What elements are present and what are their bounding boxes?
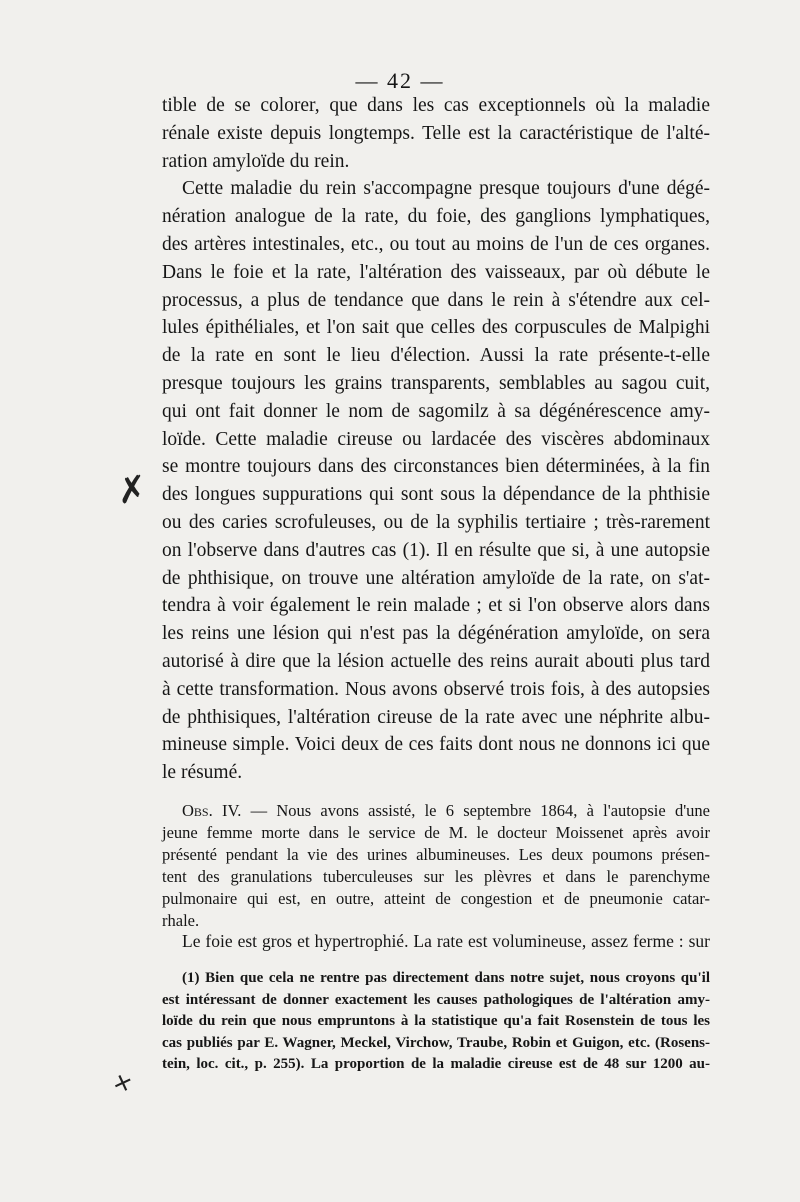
text-line: de phthisiques, l'altération cireuse de la rate avec une néphrite albu-: [162, 706, 710, 728]
text-line: nération analogue de la rate, du foie, des ganglions lymphatiques,: [162, 206, 710, 228]
text-line: loïde. Cette maladie cireuse ou lardacée des viscères abdominaux: [162, 428, 710, 450]
observation-first-line: [162, 800, 710, 822]
footnote: [162, 968, 710, 1076]
footnote-line: est intéressant de donner exactement les causes pathologiques de l'altération amy-: [162, 991, 710, 1008]
footnote-line: (1) Bien que cela ne rentre pas directement dans notre sujet, nous croyons qu'il: [182, 970, 710, 986]
text-line: tendra à voir également le rein malade ; et si l'on observe alors dans: [162, 595, 710, 617]
observation-line: rhale.: [162, 911, 200, 930]
observation-line: tent des granulations tuberculeuses sur les plèvres et dans le parenchyme: [162, 867, 710, 886]
text-line: processus, a plus de tendance que dans le rein à s'étendre aux cel-: [162, 289, 710, 311]
footnote-line: tein, loc. cit., p. 255). La proportion de la maladie cireuse est de 48 sur 1200 au-: [162, 1056, 710, 1072]
text-line: Dans le foie et la rate, l'altération des vaisseaux, par où débute le: [162, 261, 710, 283]
observation-label: Obs. IV.: [182, 801, 242, 820]
text-line: ou des caries scrofuleuses, ou de la syphilis tertiaire ; très-rarement: [162, 511, 710, 533]
observation-block: [162, 800, 710, 932]
text-line: à cette transformation. Nous avons observé trois fois, à des autopsies: [162, 678, 710, 700]
text-line: le résumé.: [162, 762, 243, 784]
text-line: ration amyloïde du rein.: [162, 150, 350, 172]
text-line: presque toujours les grains transparents, semblables au sagou cuit,: [162, 372, 710, 394]
footnote-line: loïde du rein que nous empruntons à la statistique qu'a fait Rosenstein de tous les: [162, 1013, 710, 1029]
observation-paragraph-2: [162, 930, 710, 952]
text-line: qui ont fait donner le nom de sagomilz à sa dégénérescence amy-: [162, 400, 710, 422]
text-line: de phthisique, on trouve une altération amyloïde de la rate, on s'at-: [162, 567, 710, 589]
observation-line: pulmonaire qui est, en outre, atteint de congestion et de pneumonie catar-: [162, 889, 710, 908]
text-line: se montre toujours dans des circonstances bien déterminées, à la fin: [162, 456, 710, 478]
observation-line: Le foie est gros et hypertrophié. La rate est volumineuse, assez ferme : sur: [182, 931, 710, 951]
text-line: rénale existe depuis longtemps. Telle est la caractéristique de l'alté-: [162, 122, 710, 144]
observation-line: jeune femme morte dans le service de M. le docteur Moissenet après avoir: [162, 823, 710, 842]
margin-plus-mark: +: [106, 1064, 140, 1102]
text-line: de la rate en sont le lieu d'élection. Aussi la rate présente-t-elle: [162, 345, 710, 367]
text-line: les reins une lésion qui n'est pas la dégénération amyloïde, on sera: [162, 623, 710, 645]
page-number: — 42 —: [355, 68, 445, 93]
text-line: des longues suppurations qui sont sous la dépendance de la phthisie: [162, 484, 710, 506]
text-line: Cette maladie du rein s'accompagne presque toujours d'une dégé-: [182, 178, 710, 200]
text-line: mineuse simple. Voici deux de ces faits dont nous ne donnons ici que: [162, 734, 710, 756]
main-text: [162, 92, 710, 787]
footnote-line: cas publiés par E. Wagner, Meckel, Virchow, Traube, Robin et Guigon, etc. (Rosens-: [162, 1034, 710, 1051]
text-line: on l'observe dans d'autres cas (1). Il en résulte que si, à une autopsie: [162, 539, 710, 561]
text-line: des artères intestinales, etc., ou tout au moins de l'un de ces organes.: [162, 233, 710, 255]
margin-cross-mark: ✗: [114, 468, 150, 513]
text-line: lules épithéliales, et l'on sait que celles des corpuscules de Malpighi: [162, 317, 710, 339]
observation-line: présenté pendant la vie des urines albumineuses. Les deux poumons présen-: [162, 845, 710, 864]
text-line: autorisé à dire que la lésion actuelle des reins aurait abouti plus tard: [162, 650, 710, 672]
text-line: tible de se colorer, que dans les cas exceptionnels où la maladie: [162, 95, 710, 116]
observation-line-text: — Nous avons assisté, le 6 septembre 1864, à l'autopsie d'une: [241, 801, 710, 820]
